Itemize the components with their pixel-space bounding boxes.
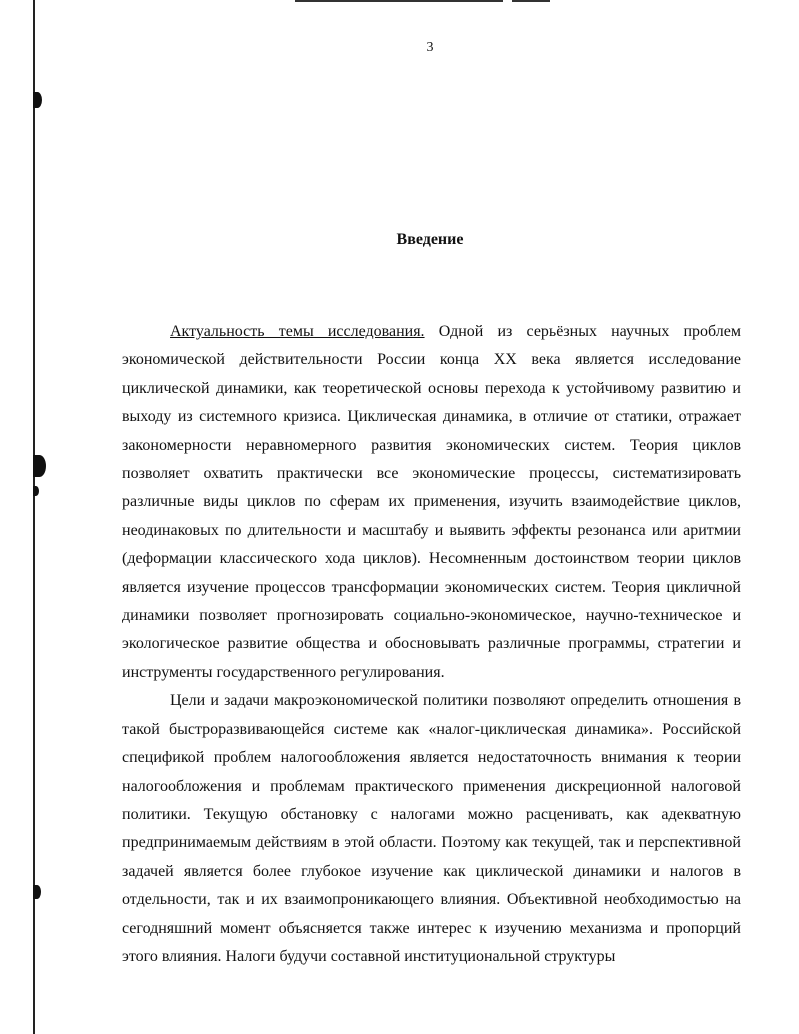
paragraph-goals: Цели и задачи макроэкономической политики позволяют определить отношения в такой быстроразвивающейся системе как «налог-циклическая динамика». Российской спецификой проблем налогообложения является недостаточность внимания к теории налогообложения и проблемам практического применения дискреционной налоговой политики. Текущую обстановку с налогами можно расценивать, как адекватную предпринимаемым действиям в этой области. Поэтому как текущей, так и перспективной задачей является более глубокое изучение как циклической динамики и налогов в отдельности, так и их взаимопроникающего влияния. Объективной необходимостью на сегодняшний момент объясняется также интерес к изучению механизма и пропорций этого влияния. Налоги будучи составной институциональной структуры bbox=[122, 692, 741, 965]
binding-mark bbox=[33, 486, 39, 496]
binding-mark bbox=[33, 92, 42, 108]
scan-top-line bbox=[512, 0, 550, 2]
binding-mark bbox=[33, 885, 41, 899]
body-text bbox=[122, 318, 741, 971]
binding-mark bbox=[33, 455, 46, 477]
scan-edge-left bbox=[33, 0, 35, 1034]
page-number: 3 bbox=[426, 40, 434, 55]
paragraph-text: Одной из серьёзных научных проблем экономической действительности России конца XX века является исследование циклической динамики, как теоретической основы перехода к устойчивому развитию и выходу из системного кризиса. Циклическая динамика, в отличие от статики, отражает закономерности неравномерного развития экономических систем. Теория циклов позволяет охватить практически все экономические процессы, систематизировать различные виды циклов по сферам их применения, изучить взаимодействие циклов, неодинаковых по длительности и масштабу и выявить эффекты резонанса или аритмии (деформации классического хода циклов). Несомненным достоинством теории циклов является изучение процессов трансформации экономических систем. Теория цикличной динамики позволяет прогнозировать социально-экономическое, научно-техническое и экологическое развитие общества и обосновывать различные программы, стратегии и инструменты государственного регулирования. bbox=[122, 323, 741, 681]
paragraph-lead: Актуальность темы исследования. bbox=[170, 323, 425, 340]
paragraph-relevance bbox=[122, 318, 741, 687]
section-heading: Введение bbox=[396, 231, 464, 248]
scan-top-line bbox=[295, 0, 503, 2]
